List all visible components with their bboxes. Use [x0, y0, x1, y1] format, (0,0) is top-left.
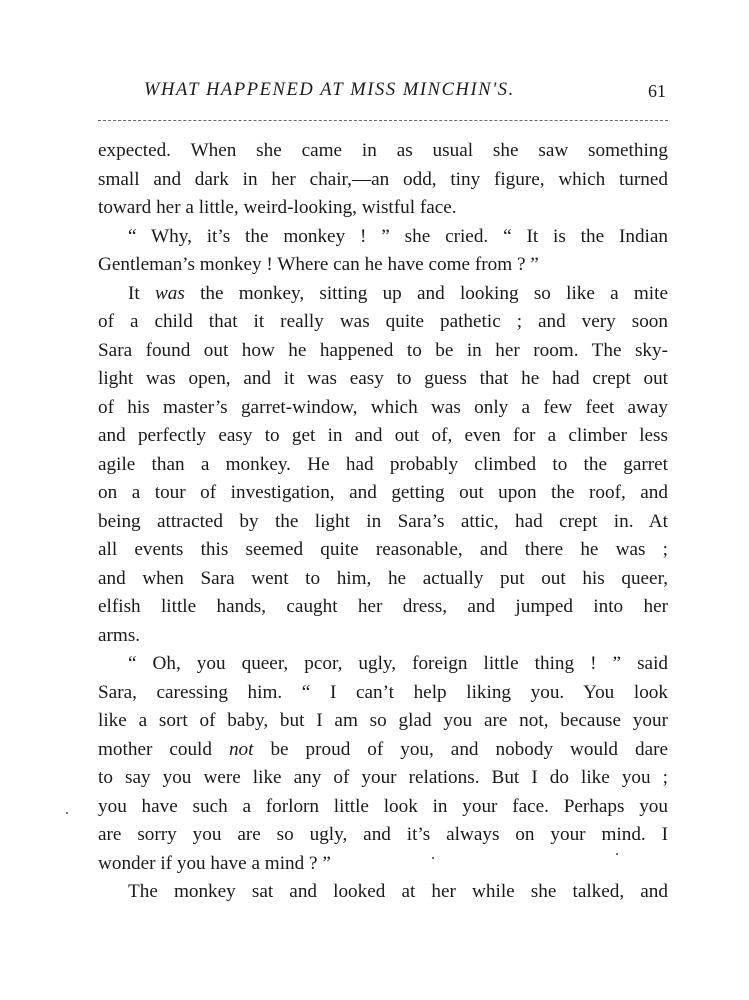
text-line: of a child that it really was quite pathetic ; and very soon	[98, 311, 668, 332]
text-run: the monkey, sitting up and looking so like a mite	[184, 282, 668, 304]
text-run: be proud of you, and nobody would dare	[253, 738, 668, 760]
text-line: are sorry you are so ugly, and it’s always on your mind. I	[98, 824, 668, 845]
text-line	[98, 280, 668, 309]
running-title: WHAT HAPPENED AT MISS MINCHIN'S.	[144, 80, 515, 100]
text-line: and when Sara went to him, he actually put out his queer,	[98, 567, 668, 589]
text-line: of his master’s garret-window, which was only a few feet away	[98, 396, 668, 418]
text-line: agile than a monkey. He had probably climbed to the garret	[98, 453, 668, 475]
text-line: “ Why, it’s the monkey ! ” she cried. “ It is the Indian	[128, 225, 668, 247]
text-line: like a sort of baby, but I am so glad you are not, because your	[98, 710, 668, 731]
text-line: to say you were like any of your relations. But I do like you ;	[98, 767, 668, 788]
text-line: you have such a forlorn little look in your face. Perhaps you	[98, 795, 668, 817]
text-run: It	[128, 282, 155, 304]
text-line: “ Oh, you queer, pcor, ugly, foreign little thing ! ” said	[128, 653, 668, 674]
text-line: light was open, and it was easy to guess that he had crept out	[98, 368, 668, 389]
page-number: 61	[648, 81, 666, 101]
text-line: elfish little hands, caught her dress, and jumped into her	[98, 596, 668, 617]
italic-emphasis: not	[228, 738, 254, 760]
text-line: wonder if you have a mind ? ”	[98, 852, 331, 874]
print-speck	[66, 812, 68, 814]
header-rule	[98, 120, 668, 121]
text-line: arms.	[98, 624, 141, 646]
text-line: being attracted by the light in Sara’s attic, had crept in. At	[98, 510, 668, 532]
text-line	[98, 736, 668, 765]
print-speck	[432, 857, 434, 859]
text-line: The monkey sat and looked at her while she talked, and	[128, 881, 668, 902]
text-line: expected. When she came in as usual she saw something	[98, 140, 668, 161]
print-speck	[616, 853, 618, 855]
text-line: small and dark in her chair,—an odd, tiny figure, which turned	[98, 168, 668, 190]
text-line: toward her a little, weird-looking, wistful face.	[98, 197, 457, 218]
text-line: Sara found out how he happened to be in her room. The sky-	[98, 339, 668, 361]
text-line: on a tour of investigation, and getting out upon the roof, and	[98, 482, 668, 503]
text-line: all events this seemed quite reasonable, and there he was ;	[98, 539, 668, 560]
text-line: and perfectly easy to get in and out of, even for a climber less	[98, 425, 668, 446]
body-text	[98, 137, 668, 907]
italic-emphasis: was	[154, 282, 185, 304]
text-line: Gentleman’s monkey ! Where can he have come from ? ”	[98, 254, 539, 275]
text-run: mother could	[98, 738, 229, 760]
running-head	[100, 80, 666, 110]
text-line: Sara, caressing him. “ I can’t help liking you. You look	[98, 681, 668, 703]
